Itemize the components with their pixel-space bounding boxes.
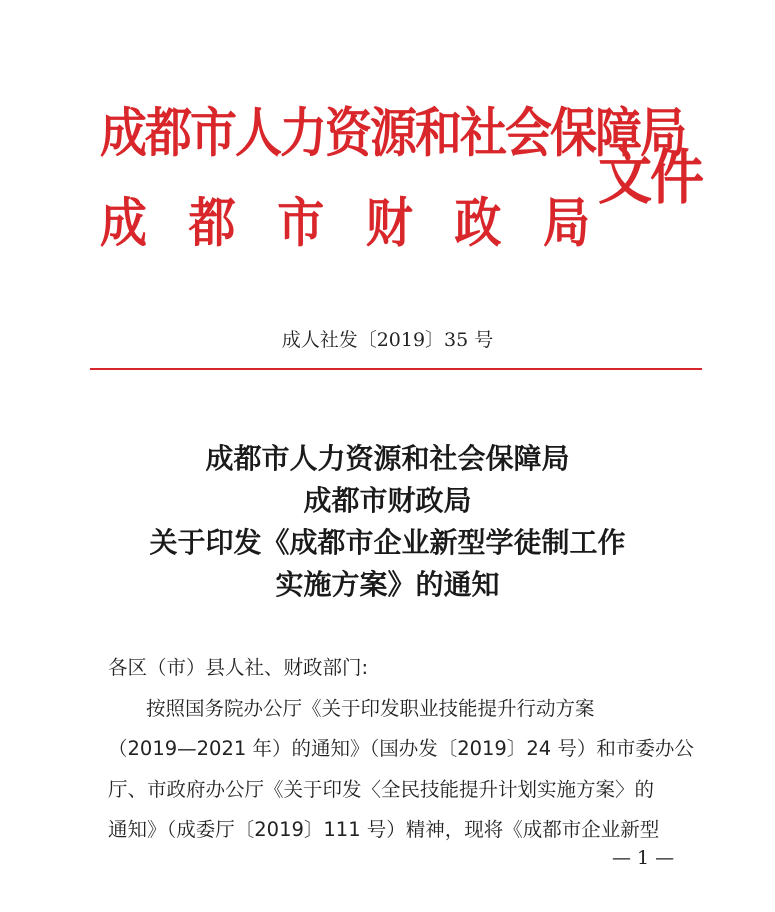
document-title (0, 438, 775, 606)
title-line: 成都市财政局 (303, 484, 472, 517)
issuer-char: 成 (100, 192, 147, 255)
red-divider-line (90, 368, 702, 370)
issuer-char: 财 (365, 192, 413, 255)
body-line: 按照国务院办公厅《关于印发职业技能提升行动方案 (146, 696, 595, 720)
issuer-char: 局 (542, 192, 590, 255)
body-line: 厅、市政府办公厅《关于印发〈全民技能提升计划实施方案〉的 (108, 777, 655, 801)
title-line: 关于印发《成都市企业新型学徒制工作 (149, 526, 626, 559)
title-line: 实施方案》的通知 (275, 568, 500, 601)
issuer-char: 市 (277, 192, 325, 255)
page-number: — 1 — (612, 847, 675, 869)
salutation: 各区（市）县人社、财政部门: (108, 656, 369, 679)
document-number: 成人社发〔2019〕35 号 (281, 329, 494, 351)
issuer-char: 都 (188, 192, 236, 255)
title-line: 成都市人力资源和社会保障局 (205, 442, 570, 475)
issuer-name-hr-bureau: 成都市人力资源和社会保障局 (100, 102, 685, 165)
issuer-name-finance-bureau (100, 185, 590, 263)
document-type-label: 文件 (598, 141, 702, 213)
issuer-char: 政 (454, 192, 502, 255)
body-line: 通知》（成委厅〔2019〕111 号）精神，现将《成都市企业新型 (108, 818, 660, 841)
body-line: （2019—2021 年）的通知》（国办发〔2019〕24 号）和市委办公 (108, 737, 694, 760)
document-body (90, 648, 710, 851)
